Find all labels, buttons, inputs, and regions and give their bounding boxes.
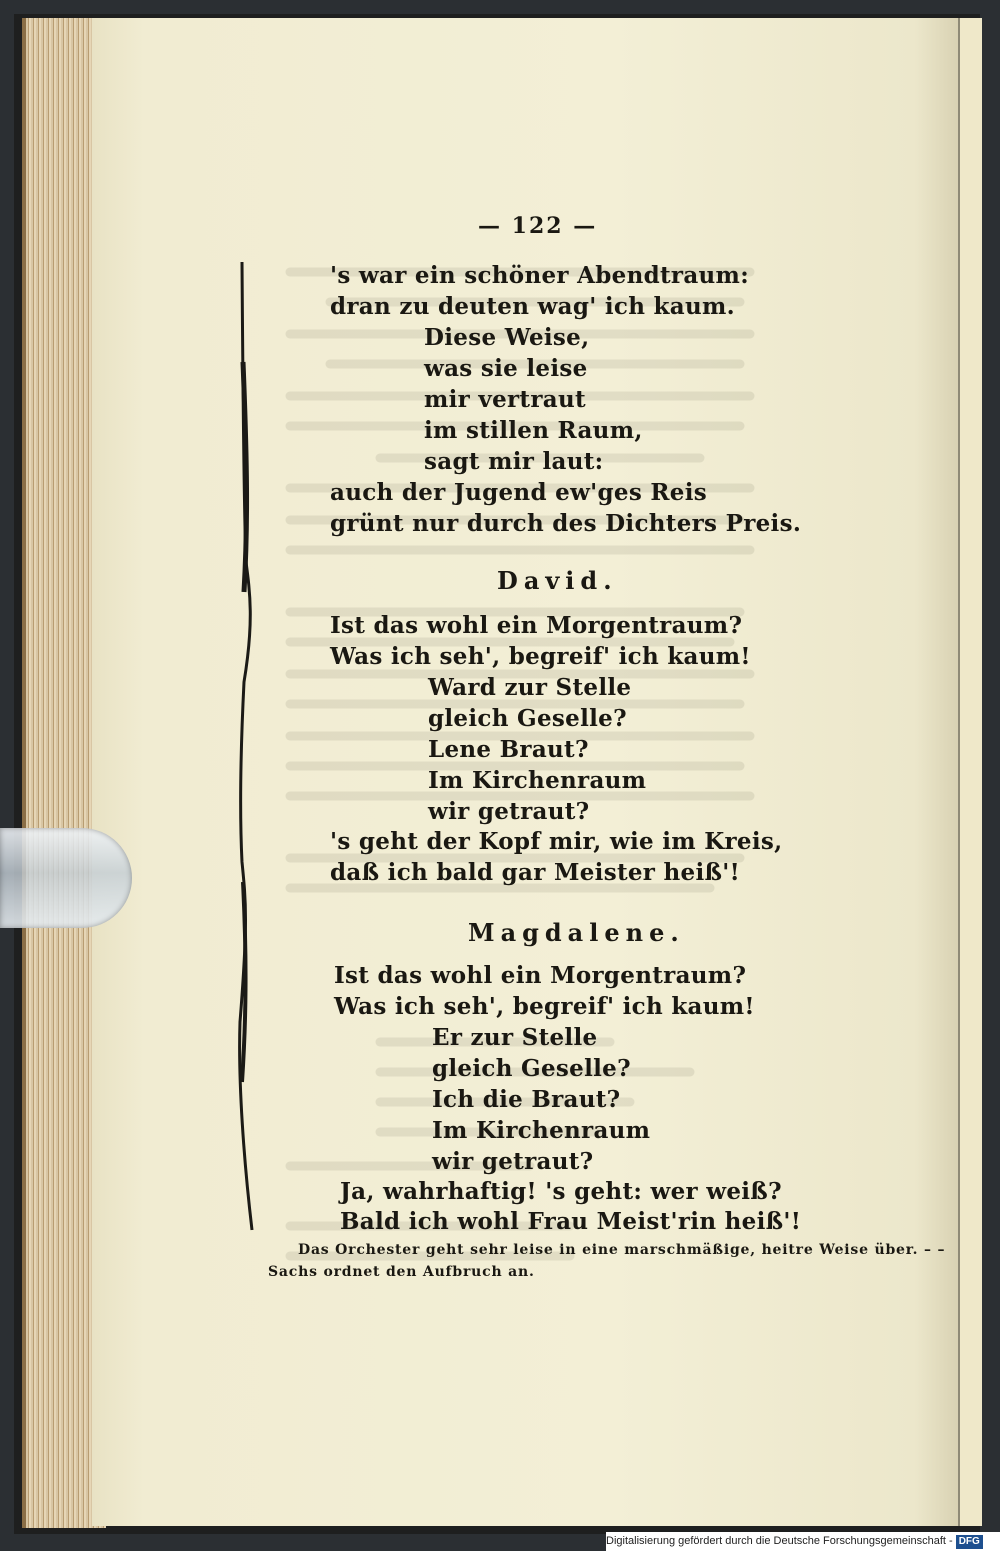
page-number: — 122 — [478,213,598,239]
verse-line: grünt nur durch des Dichters Preis. [330,510,802,537]
verse-line: Was ich seh', begreif' ich kaum! [330,643,751,670]
verse-line: Ward zur Stelle [428,674,632,701]
verse-line: Im Kirchenraum [428,767,647,794]
verse-line: Im Kirchenraum [432,1117,651,1144]
verse-line: wir getraut? [432,1148,594,1175]
credit-text: Digitalisierung gefördert durch die Deutsche Forschungsgemeinschaft - [606,1535,953,1547]
page-clip [0,828,132,928]
verse-line: Ist das wohl ein Morgentraum? [330,612,743,639]
verse-line: 's war ein schöner Abendtraum: [330,262,749,289]
verse-line: was sie leise [424,355,588,382]
verse-line: Was ich seh', begreif' ich kaum! [334,993,755,1020]
verse-line: auch der Jugend ew'ges Reis [330,479,708,506]
verse-line: Ist das wohl ein Morgentraum? [334,962,747,989]
stage-direction-line: Sachs ordnet den Aufbruch an. [268,1264,535,1280]
stage-direction-line: Das Orchester geht sehr leise in eine marschmäßige, heitre Weise über. – – [298,1242,946,1258]
verse-line: Ich die Braut? [432,1086,621,1113]
right-page-edge [958,18,982,1526]
verse-line: gleich Geselle? [428,705,627,732]
verse-line: mir vertraut [424,386,586,413]
verse-line: im stillen Raum, [424,417,643,444]
verse-line: wir getraut? [428,798,590,825]
decorative-vertical-rule [234,262,264,1232]
verse-line: daß ich bald gar Meister heiß'! [330,859,741,886]
verse-line: Lene Braut? [428,736,589,763]
verse-line: dran zu deuten wag' ich kaum. [330,293,735,320]
verse-line: Diese Weise, [424,324,590,351]
dfg-logo: DFG [956,1535,983,1549]
verse-line: Er zur Stelle [432,1024,598,1051]
verse-line: Bald ich wohl Frau Meist'rin heiß'! [340,1208,802,1235]
verse-line: 's geht der Kopf mir, wie im Kreis, [330,828,783,855]
verse-line: gleich Geselle? [432,1055,631,1082]
verse-line: sagt mir laut: [424,448,604,475]
digitization-credit [606,1532,1000,1551]
speaker-name-david: David. [497,566,618,595]
verse-line: Ja, wahrhaftig! 's geht: wer weiß? [340,1178,782,1205]
speaker-name-magdalene: Magdalene. [468,918,685,947]
